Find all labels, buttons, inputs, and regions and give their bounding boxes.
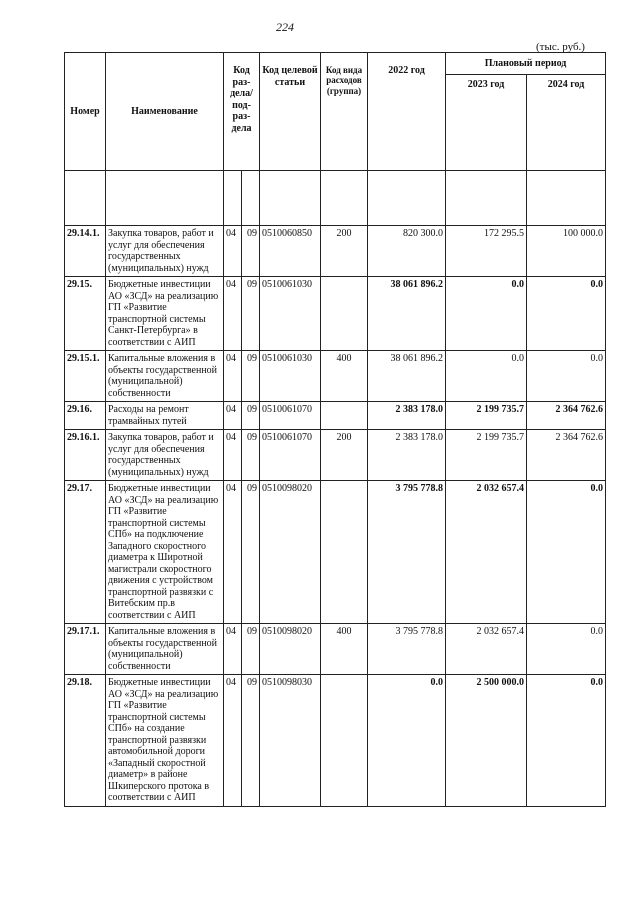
row-value-2024: 0.0 xyxy=(527,277,606,351)
row-value-2022: 0.0 xyxy=(368,675,446,807)
row-section: 04 xyxy=(224,277,242,351)
units-label: (тыс. руб.) xyxy=(536,41,585,53)
row-section: 04 xyxy=(224,675,242,807)
row-value-2024: 0.0 xyxy=(527,675,606,807)
row-number: 29.16. xyxy=(65,402,106,430)
row-name: Бюджетные инвестиции АО «ЗСД» на реализацию ГП «Развитие транспортной системы СПб» на подключение Западного скоростного диаметра к Широтной магистрали скоростного движения с устройством транспортной развязки с Витебским пр.в соответствии с АИП xyxy=(106,481,224,624)
row-name: Бюджетные инвестиции АО «ЗСД» на реализацию ГП «Развитие транспортной системы Санкт-Петербурга» в соответствии с АИП xyxy=(106,277,224,351)
table-row xyxy=(65,481,606,624)
table-body xyxy=(65,226,606,807)
header-target: Код целевой статьи xyxy=(260,53,321,171)
row-expense-type xyxy=(321,402,368,430)
row-expense-type: 200 xyxy=(321,430,368,481)
table-row xyxy=(65,351,606,402)
row-value-2023: 0.0 xyxy=(446,351,527,402)
row-target-code: 0510098030 xyxy=(260,675,321,807)
row-target-code: 0510098020 xyxy=(260,624,321,675)
row-name: Капитальные вложения в объекты государственной (муниципальной) собственности xyxy=(106,351,224,402)
row-expense-type: 200 xyxy=(321,226,368,277)
header-2022: 2022 год xyxy=(368,53,446,171)
row-section: 04 xyxy=(224,226,242,277)
table-row xyxy=(65,624,606,675)
row-value-2022: 2 383 178.0 xyxy=(368,402,446,430)
row-value-2023: 0.0 xyxy=(446,277,527,351)
row-number: 29.15.1. xyxy=(65,351,106,402)
row-subsection: 09 xyxy=(242,430,260,481)
row-section: 04 xyxy=(224,351,242,402)
row-number: 29.17.1. xyxy=(65,624,106,675)
header-number: Номер xyxy=(65,53,106,171)
row-section: 04 xyxy=(224,402,242,430)
table-row xyxy=(65,226,606,277)
row-subsection: 09 xyxy=(242,226,260,277)
row-value-2022: 38 061 896.2 xyxy=(368,351,446,402)
row-subsection: 09 xyxy=(242,624,260,675)
row-target-code: 0510061030 xyxy=(260,277,321,351)
row-number: 29.18. xyxy=(65,675,106,807)
row-value-2022: 820 300.0 xyxy=(368,226,446,277)
header-2024: 2024 год xyxy=(527,75,606,171)
header-expense-type: Код вида расходов (группа) xyxy=(321,53,368,171)
row-subsection: 09 xyxy=(242,351,260,402)
row-name: Закупка товаров, работ и услуг для обеспечения государственных (муниципальных) нужд xyxy=(106,226,224,277)
table-row xyxy=(65,430,606,481)
row-subsection: 09 xyxy=(242,277,260,351)
row-value-2023: 2 500 000.0 xyxy=(446,675,527,807)
row-subsection: 09 xyxy=(242,402,260,430)
row-target-code: 0510098020 xyxy=(260,481,321,624)
spacer-row xyxy=(65,171,606,226)
row-subsection: 09 xyxy=(242,675,260,807)
row-value-2024: 100 000.0 xyxy=(527,226,606,277)
header-planned-period: Плановый период xyxy=(446,53,606,75)
table-row xyxy=(65,402,606,430)
row-target-code: 0510061070 xyxy=(260,402,321,430)
row-value-2022: 3 795 778.8 xyxy=(368,624,446,675)
row-value-2024: 2 364 762.6 xyxy=(527,430,606,481)
page-number: 224 xyxy=(276,20,294,34)
budget-table xyxy=(64,52,606,807)
row-expense-type: 400 xyxy=(321,351,368,402)
row-expense-type: 400 xyxy=(321,624,368,675)
table-row xyxy=(65,277,606,351)
row-name: Бюджетные инвестиции АО «ЗСД» на реализацию ГП «Развитие транспортной системы СПб» на создание транспортной развязки автомобильной дороги «Западный скоростной диаметр» в районе Шкиперского протока в соответствии с АИП xyxy=(106,675,224,807)
row-value-2023: 2 032 657.4 xyxy=(446,481,527,624)
header-section: Код раз-дела/ под-раз-дела xyxy=(224,53,260,171)
row-section: 04 xyxy=(224,481,242,624)
row-name: Капитальные вложения в объекты государственной (муниципальной) собственности xyxy=(106,624,224,675)
row-value-2023: 172 295.5 xyxy=(446,226,527,277)
row-value-2023: 2 199 735.7 xyxy=(446,402,527,430)
row-value-2023: 2 199 735.7 xyxy=(446,430,527,481)
table-row xyxy=(65,675,606,807)
row-number: 29.17. xyxy=(65,481,106,624)
row-number: 29.14.1. xyxy=(65,226,106,277)
row-expense-type xyxy=(321,481,368,624)
row-value-2023: 2 032 657.4 xyxy=(446,624,527,675)
row-name: Закупка товаров, работ и услуг для обеспечения государственных (муниципальных) нужд xyxy=(106,430,224,481)
row-value-2024: 2 364 762.6 xyxy=(527,402,606,430)
row-target-code: 0510060850 xyxy=(260,226,321,277)
row-section: 04 xyxy=(224,430,242,481)
table-header xyxy=(65,53,606,226)
row-value-2022: 2 383 178.0 xyxy=(368,430,446,481)
row-value-2022: 3 795 778.8 xyxy=(368,481,446,624)
row-value-2024: 0.0 xyxy=(527,481,606,624)
row-name: Расходы на ремонт трамвайных путей xyxy=(106,402,224,430)
row-section: 04 xyxy=(224,624,242,675)
row-subsection: 09 xyxy=(242,481,260,624)
row-target-code: 0510061070 xyxy=(260,430,321,481)
header-2023: 2023 год xyxy=(446,75,527,171)
row-target-code: 0510061030 xyxy=(260,351,321,402)
row-value-2024: 0.0 xyxy=(527,624,606,675)
row-expense-type xyxy=(321,675,368,807)
row-number: 29.16.1. xyxy=(65,430,106,481)
row-value-2024: 0.0 xyxy=(527,351,606,402)
header-name: Наименование xyxy=(106,53,224,171)
row-value-2022: 38 061 896.2 xyxy=(368,277,446,351)
row-expense-type xyxy=(321,277,368,351)
row-number: 29.15. xyxy=(65,277,106,351)
